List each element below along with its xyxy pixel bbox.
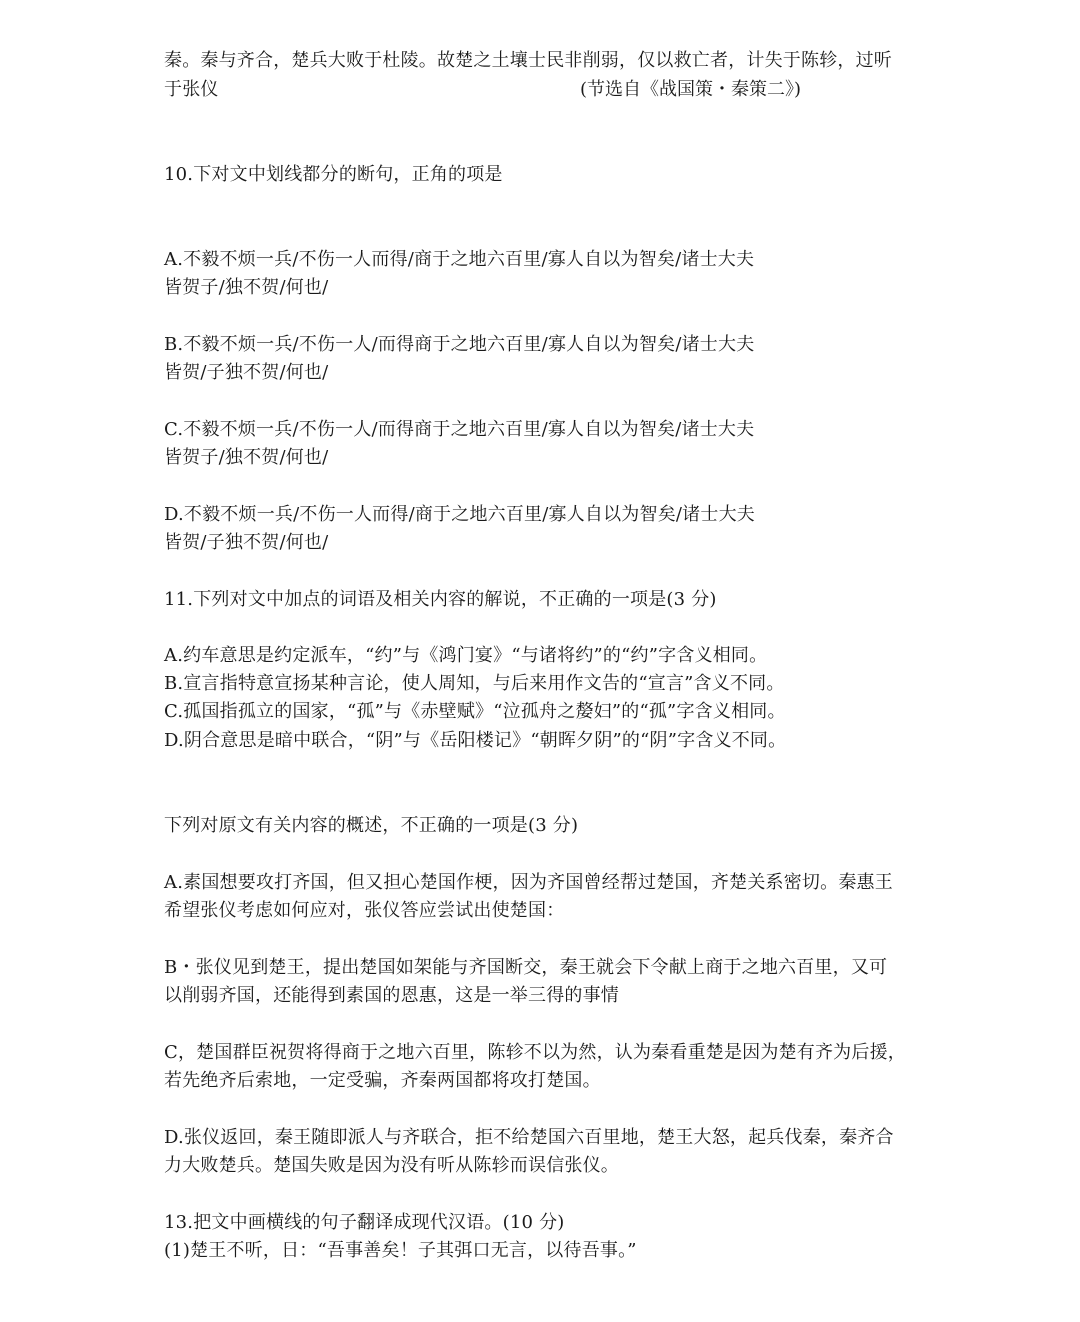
- q11-option-b: B.宣言指特意宣扬某种言论，使人周知，与后来用作文告的“宣言”含义不同。: [164, 673, 785, 694]
- question-10-stem: 10.下对文中划线都分的断句，正角的项是: [164, 164, 503, 185]
- question-11-stem: 11.下列对文中加点的词语及相关内容的解说，不正确的一项是(3 分): [164, 589, 717, 610]
- q12-option-d-line1: D.张仪返回，秦王随即派人与齐联合，拒不给楚国六百里地，楚王大怒，起兵伐秦，秦齐合: [164, 1127, 894, 1148]
- q11-option-a: A.约车意思是约定派车，“约”与《鸿门宴》“与诸将约”的“约”字含义相同。: [164, 645, 768, 666]
- q10-option-d-line2: 皆贺/子独不贺/何也/: [164, 532, 329, 553]
- q10-option-c-line2: 皆贺子/独不贺/何也/: [164, 447, 329, 468]
- q12-option-c-line2: 若先绝齐后索地，一定受骗，齐秦两国都将攻打楚国。: [164, 1070, 601, 1091]
- q12-option-d-line2: 力大败楚兵。楚国失败是因为没有听从陈轸而误信张仪。: [164, 1155, 619, 1176]
- passage-source: (节选自《战国策・秦策二》): [580, 79, 802, 100]
- question-13-stem: 13.把文中画横线的句子翻译成现代汉语。(10 分): [164, 1212, 565, 1233]
- q12-option-a-line1: A.素国想要攻打齐国，但又担心楚国作梗，因为齐国曾经帮过楚国，齐楚关系密切。秦惠王: [164, 872, 893, 893]
- q11-option-c: C.孤国指孤立的国家，“孤”与《赤壁赋》“泣孤舟之嫠妇”的“孤”字含义相同。: [164, 701, 786, 722]
- question-12-stem: 下列对原文有关内容的概述，不正确的一项是(3 分): [164, 815, 579, 836]
- q12-option-b-line2: 以削弱齐国，还能得到素国的恩惠，这是一举三得的事情: [164, 985, 619, 1006]
- q10-option-d-line1: D.不毅不烦一兵/不伤一人而得/商于之地六百里/寡人自以为智矣/诸士大夫: [164, 504, 755, 525]
- q10-option-a-line1: A.不毅不烦一兵/不伤一人而得/商于之地六百里/寡人自以为智矣/诸士大夫: [164, 249, 755, 270]
- q11-option-d: D.阴合意思是暗中联合，“阴”与《岳阳楼记》“朝晖夕阴”的“阴”字含义不同。: [164, 730, 787, 751]
- q12-option-c-line1: C，楚国群臣祝贺将得商于之地六百里，陈轸不以为然，认为秦看重楚是因为楚有齐为后援，: [164, 1042, 906, 1063]
- q12-option-a-line2: 希望张仪考虑如何应对，张仪答应尝试出使楚国：: [164, 900, 565, 921]
- q10-option-b-line1: B.不毅不烦一兵/不伤一人/而得商于之地六百里/寡人自以为智矣/诸士大夫: [164, 334, 755, 355]
- q10-option-a-line2: 皆贺子/独不贺/何也/: [164, 277, 329, 298]
- passage-line: 于张仪: [164, 79, 219, 100]
- q10-option-b-line2: 皆贺/子独不贺/何也/: [164, 362, 329, 383]
- q10-option-c-line1: C.不毅不烦一兵/不伤一人/而得商于之地六百里/寡人自以为智矣/诸士大夫: [164, 419, 755, 440]
- q13-subquestion-1: (1)楚王不听，日：“吾事善矣！子其弭口无言，以待吾事。”: [164, 1240, 637, 1261]
- passage-line: 秦。秦与齐合，楚兵大败于杜陵。故楚之土壤士民非削弱，仅以救亡者，计失于陈轸，过听: [164, 50, 892, 71]
- q12-option-b-line1: B・张仪见到楚王，提出楚国如架能与齐国断交，秦王就会下令献上商于之地六百里，又可: [164, 957, 888, 978]
